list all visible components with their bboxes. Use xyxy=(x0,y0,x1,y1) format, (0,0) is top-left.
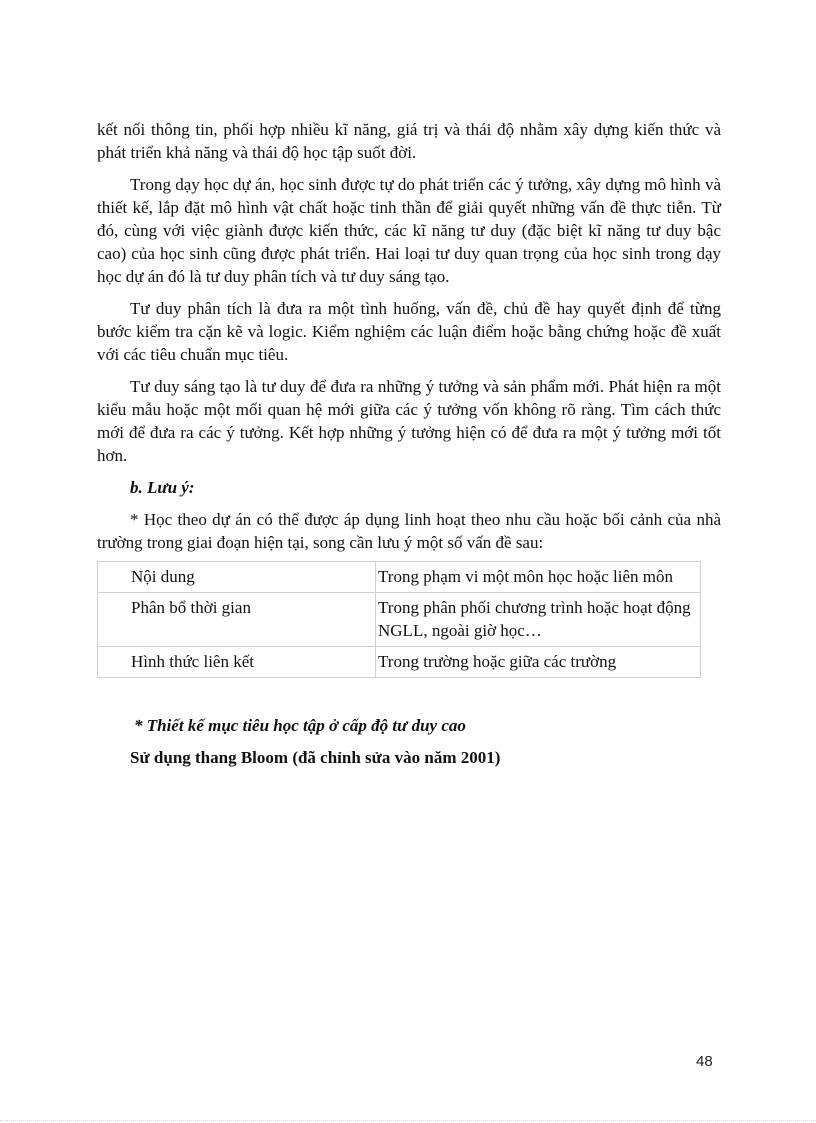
paragraph-creative-thinking: Tư duy sáng tạo là tư duy để đưa ra những ý tưởng và sản phẩm mới. Phát hiện ra một kiểu mẫu hoặc một mối quan hệ mới giữa các ý tưởng vốn không rõ ràng. Tìm cách thức mới để đưa ra các ý tưởng. Kết hợp những ý tưởng hiện có để đưa ra một ý tưởng mới tốt hơn. xyxy=(97,377,721,465)
paragraph-analytical-thinking: Tư duy phân tích là đưa ra một tình huống, vấn đề, chủ đề hay quyết định để từng bước kiểm tra cặn kẽ và logic. Kiểm nghiệm các luận điểm hoặc bằng chứng hoặc đề xuất với các tiêu chuẩn mục tiêu. xyxy=(97,299,721,364)
table-cell-value: Trong phân phối chương trình hoặc hoạt động NGLL, ngoài giờ học… xyxy=(376,593,701,647)
table-cell-label: Hình thức liên kết xyxy=(98,647,376,678)
notes-table xyxy=(97,561,701,678)
footer-divider xyxy=(0,1120,816,1121)
design-objectives-heading: * Thiết kế mục tiêu học tập ở cấp độ tư duy cao xyxy=(134,716,466,735)
section-b-heading: b. Lưu ý: xyxy=(130,478,195,497)
bloom-scale-line: Sử dụng thang Bloom (đã chỉnh sửa vào năm 2001) xyxy=(130,748,501,767)
table-cell-label: Phân bổ thời gian xyxy=(98,593,376,647)
table-cell-label: Nội dung xyxy=(98,562,376,593)
table-row xyxy=(98,647,701,678)
paragraph-intro: kết nối thông tin, phối hợp nhiều kĩ năng, giá trị và thái độ nhằm xây dựng kiến thức và phát triển khả năng và thái độ học tập suốt đời. xyxy=(97,120,721,162)
section-b-note: * Học theo dự án có thể được áp dụng linh hoạt theo nhu cầu hoặc bối cảnh của nhà trường trong giai đoạn hiện tại, song cần lưu ý một số vấn đề sau: xyxy=(97,510,721,552)
table-row xyxy=(98,562,701,593)
page-content xyxy=(97,118,721,769)
table-cell-value: Trong trường hoặc giữa các trường xyxy=(376,647,701,678)
table-cell-value: Trong phạm vi một môn học hoặc liên môn xyxy=(376,562,701,593)
paragraph-project-learning: Trong dạy học dự án, học sinh được tự do phát triển các ý tưởng, xây dựng mô hình và thiết kế, lắp đặt mô hình vật chất hoặc tinh thần để giải quyết những vấn đề thực tiễn. Từ đó, cùng với việc giành được kiến thức, các kĩ năng tư duy (đặc biệt kĩ năng tư duy bậc cao) của học sinh cũng được phát triển. Hai loại tư duy quan trọng của học sinh trong dạy học dự án đó là tư duy phân tích và tư duy sáng tạo. xyxy=(97,175,721,286)
page-number: 48 xyxy=(696,1053,713,1070)
table-row xyxy=(98,593,701,647)
